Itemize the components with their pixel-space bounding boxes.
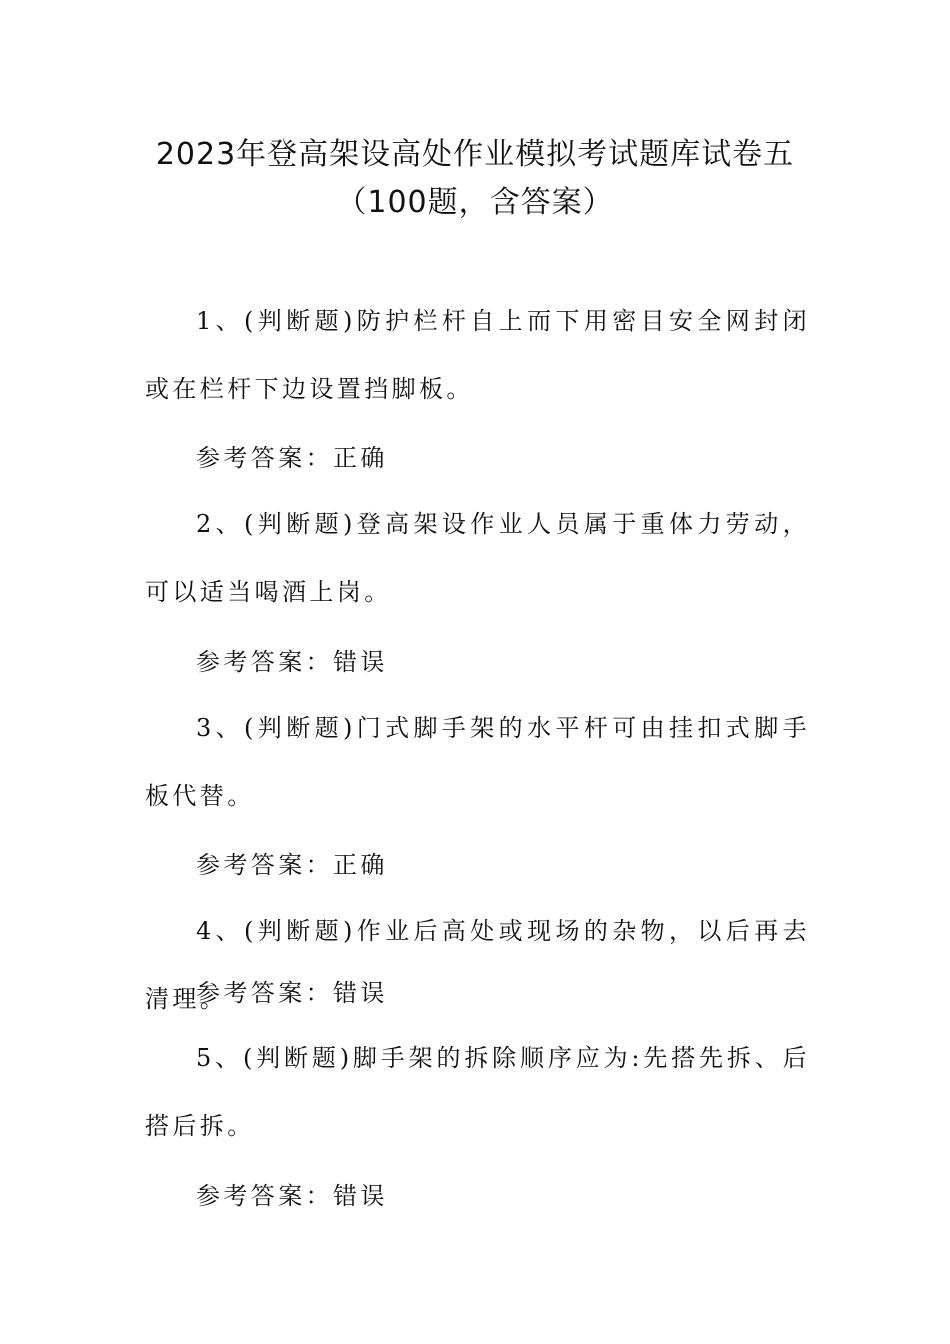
answer-2: 参考答案：错误 <box>196 648 388 676</box>
answer-5: 参考答案：错误 <box>196 1182 388 1210</box>
question-2: 2、(判断题)登高架设作业人员属于重体力劳动，可以适当喝酒上岗。 <box>145 510 810 606</box>
question-4: 4、(判断题)作业后高处或现场的杂物，以后再去清理。 <box>145 917 810 1013</box>
document-subtitle: （100题，含答案） <box>336 185 614 220</box>
answer-1: 参考答案：正确 <box>196 444 388 472</box>
document-title: 2023年登高架设高处作业模拟考试题库试卷五 <box>155 137 795 172</box>
question-3: 3、(判断题)门式脚手架的水平杆可由挂扣式脚手板代替。 <box>145 714 810 810</box>
question-1: 1、(判断题)防护栏杆自上而下用密目安全网封闭或在栏杆下边设置挡脚板。 <box>145 307 810 403</box>
answer-4: 参考答案：错误 <box>196 979 388 1007</box>
answer-3: 参考答案：正确 <box>196 851 388 879</box>
question-5: 5、(判断题)脚手架的拆除顺序应为:先搭先拆、后搭后拆。 <box>145 1044 810 1140</box>
